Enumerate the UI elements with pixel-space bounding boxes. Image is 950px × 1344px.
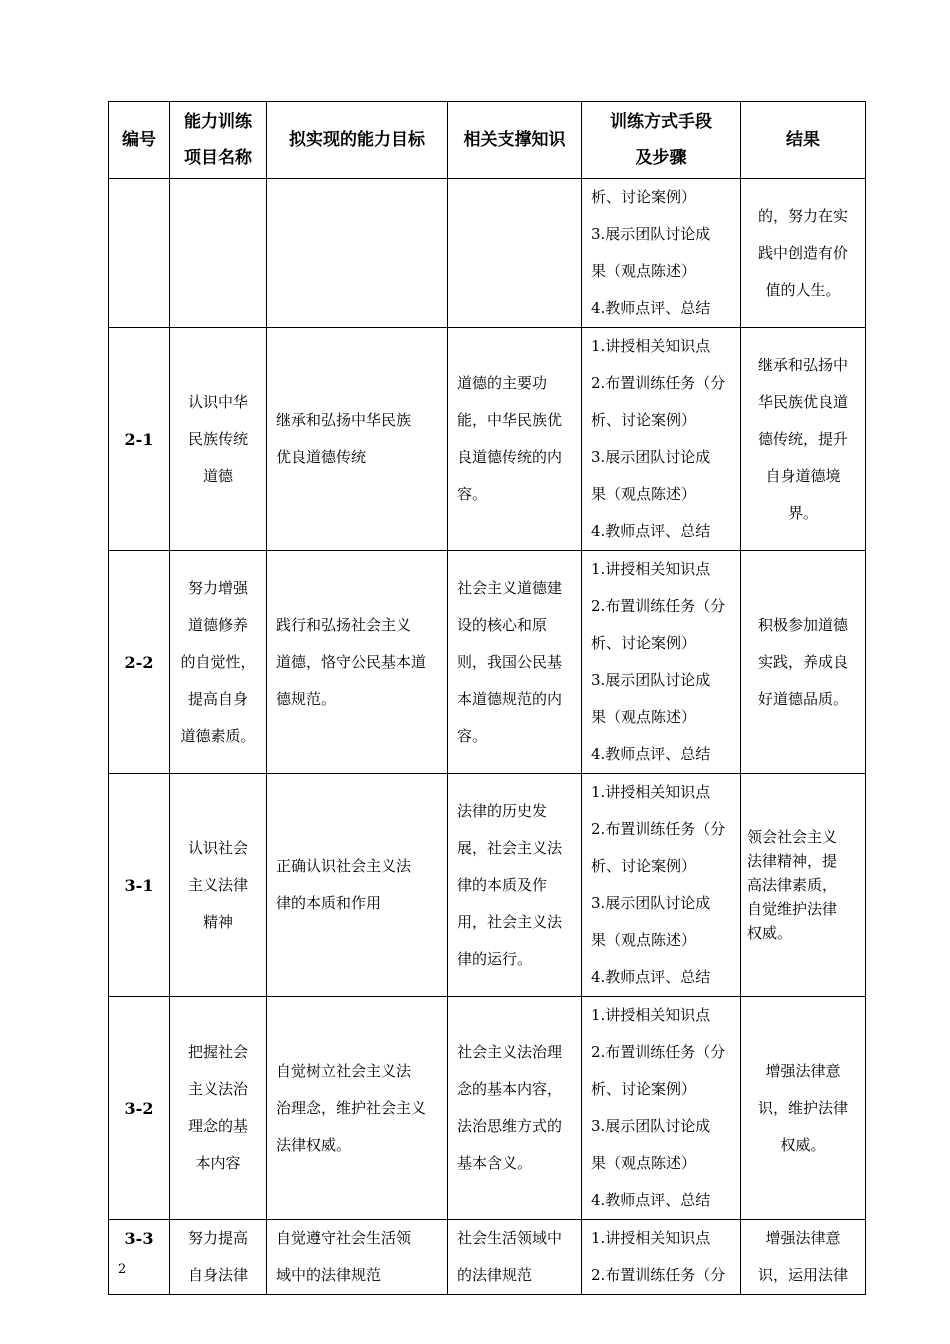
cell-knowledge-line: 的法律规范 <box>457 1266 533 1284</box>
cell-project-name-line: 主义法治 <box>187 1080 248 1098</box>
cell-training-steps-line: 2.布置训练任务（分 <box>591 374 726 392</box>
cell-project-name-line: 努力增强 <box>187 578 248 597</box>
cell-training-steps <box>582 774 741 997</box>
cell-training-steps-line: 2.布置训练任务（分 <box>591 597 726 615</box>
cell-number <box>109 179 170 328</box>
cell-ability-goal <box>267 1220 448 1295</box>
cell-result-line: 积极参加道德 <box>757 615 848 634</box>
cell-knowledge-line: 念的基本内容， <box>457 1080 563 1098</box>
cell-training-steps-line: 析、讨论案例） <box>591 634 697 652</box>
cell-result <box>741 774 866 997</box>
table-row <box>109 1220 866 1295</box>
cell-training-steps-line: 4.教师点评、总结 <box>591 522 711 540</box>
header-project-name <box>170 102 267 179</box>
cell-knowledge <box>448 997 582 1220</box>
cell-project-name <box>170 551 267 774</box>
cell-training-steps-line: 果（观点陈述） <box>591 931 697 949</box>
cell-ability-goal-line: 德规范。 <box>276 689 337 708</box>
cell-project-name-line: 道德修养 <box>187 615 248 634</box>
cell-project-name-line: 主义法律 <box>187 875 248 894</box>
cell-knowledge <box>448 1220 582 1295</box>
cell-knowledge-line: 律的本质及作 <box>457 875 548 894</box>
cell-ability-goal-line: 法律权威。 <box>276 1135 352 1154</box>
cell-knowledge-line: 基本含义。 <box>457 1154 533 1172</box>
cell-project-name <box>170 774 267 997</box>
cell-knowledge-line: 用，社会主义法 <box>457 912 563 931</box>
cell-training-steps-line: 1.讲授相关知识点 <box>591 783 711 801</box>
cell-result-line: 实践，养成良 <box>757 652 848 671</box>
cell-knowledge-line: 社会生活领域中 <box>457 1229 563 1247</box>
cell-project-name <box>170 328 267 551</box>
cell-knowledge <box>448 179 582 328</box>
cell-result-line: 自觉维护法律 <box>747 900 838 918</box>
cell-training-steps-line: 析、讨论案例） <box>591 411 697 429</box>
cell-project-name-line: 自身法律 <box>187 1266 248 1284</box>
header-number <box>109 102 170 179</box>
cell-knowledge-line: 社会主义法治理 <box>457 1043 563 1061</box>
cell-ability-goal-line: 自觉树立社会主义法 <box>276 1061 412 1080</box>
cell-training-steps-line: 3.展示团队讨论成 <box>591 1117 711 1135</box>
cell-result-line: 值的人生。 <box>765 280 841 299</box>
header-ability-goal <box>267 102 448 179</box>
table-row <box>109 328 866 551</box>
cell-training-steps-line: 3.展示团队讨论成 <box>591 671 711 689</box>
header-text: 拟实现的能力目标 <box>289 130 425 150</box>
cell-number: 2-2 <box>109 551 170 774</box>
cell-training-steps-line: 1.讲授相关知识点 <box>591 1229 711 1247</box>
cell-knowledge-line: 律的运行。 <box>457 949 533 968</box>
cell-knowledge-line: 能，中华民族优 <box>457 411 563 429</box>
cell-result <box>741 179 866 328</box>
cell-training-steps-line: 析、讨论案例） <box>591 1080 697 1098</box>
cell-training-steps-line: 3.展示团队讨论成 <box>591 448 711 466</box>
cell-project-name-line: 本内容 <box>195 1154 241 1172</box>
cell-training-steps-line: 4.教师点评、总结 <box>591 1191 711 1209</box>
cell-training-steps-line: 3.展示团队讨论成 <box>591 894 711 912</box>
cell-result-line: 增强法律意 <box>765 1229 841 1247</box>
cell-result-line: 权威。 <box>747 924 793 942</box>
cell-training-steps-line: 4.教师点评、总结 <box>591 968 711 986</box>
header-text: 训练方式手段 <box>610 112 712 132</box>
cell-ability-goal-line: 自觉遵守社会生活领 <box>276 1229 412 1247</box>
cell-knowledge <box>448 551 582 774</box>
cell-result-line: 践中创造有价 <box>757 243 848 262</box>
cell-training-steps-line: 果（观点陈述） <box>591 485 697 503</box>
cell-result <box>741 328 866 551</box>
cell-ability-goal-line: 道德，恪守公民基本道 <box>276 652 427 671</box>
cell-ability-goal-line: 践行和弘扬社会主义 <box>276 615 412 634</box>
cell-knowledge-line: 道德的主要功 <box>457 374 548 392</box>
table-row <box>109 179 866 328</box>
table-row <box>109 551 866 774</box>
cell-result-line: 好道德品质。 <box>757 689 848 708</box>
cell-project-name <box>170 1220 267 1295</box>
header-text: 及步骤 <box>635 148 687 168</box>
cell-ability-goal <box>267 328 448 551</box>
cell-training-steps-line: 果（观点陈述） <box>591 262 697 280</box>
cell-knowledge-line: 设的核心和原 <box>457 615 548 634</box>
cell-result-line: 自身道德境 <box>765 466 841 485</box>
cell-ability-goal-line: 域中的法律规范 <box>276 1266 382 1284</box>
table-row <box>109 997 866 1220</box>
cell-result-line: 识，运用法律 <box>757 1266 848 1284</box>
header-text: 项目名称 <box>184 148 252 168</box>
cell-knowledge-line: 法律的历史发 <box>457 801 548 820</box>
cell-training-steps-line: 果（观点陈述） <box>591 708 697 726</box>
cell-knowledge-line: 社会主义道德建 <box>457 578 563 597</box>
cell-result-line: 继承和弘扬中 <box>757 355 848 374</box>
cell-knowledge-line: 展，社会主义法 <box>457 838 563 857</box>
cell-ability-goal-line: 治理念，维护社会主义 <box>276 1098 427 1117</box>
cell-number: 3-1 <box>109 774 170 997</box>
cell-training-steps-line: 1.讲授相关知识点 <box>591 560 711 578</box>
cell-project-name-line: 道德 <box>202 466 233 485</box>
cell-result-line: 华民族优良道 <box>757 392 848 411</box>
cell-training-steps <box>582 551 741 774</box>
cell-ability-goal-line: 正确认识社会主义法 <box>276 857 412 875</box>
cell-project-name-line: 精神 <box>202 912 233 931</box>
cell-training-steps <box>582 1220 741 1295</box>
cell-project-name-line: 认识社会 <box>187 838 248 857</box>
cell-training-steps-line: 果（观点陈述） <box>591 1154 697 1172</box>
cell-ability-goal-line: 继承和弘扬中华民族 <box>276 411 412 429</box>
header-text: 相关支撑知识 <box>463 130 566 150</box>
cell-training-steps-line: 3.展示团队讨论成 <box>591 225 711 243</box>
cell-training-steps-line: 2.布置训练任务（分 <box>591 1043 726 1061</box>
cell-result-line: 领会社会主义 <box>747 828 838 846</box>
table-row <box>109 774 866 997</box>
cell-result-line: 权威。 <box>780 1135 826 1154</box>
cell-ability-goal-line: 律的本质和作用 <box>276 894 382 912</box>
cell-training-steps-line: 2.布置训练任务（分 <box>591 1266 726 1284</box>
header-result <box>741 102 866 179</box>
cell-result-line: 增强法律意 <box>765 1061 841 1080</box>
cell-knowledge-line: 容。 <box>457 726 488 745</box>
cell-project-name-line: 理念的基 <box>187 1117 248 1135</box>
cell-result-line: 的，努力在实 <box>757 206 848 225</box>
cell-ability-goal <box>267 997 448 1220</box>
cell-training-steps <box>582 997 741 1220</box>
cell-training-steps-line: 4.教师点评、总结 <box>591 299 711 317</box>
cell-knowledge <box>448 328 582 551</box>
cell-result-line: 德传统，提升 <box>757 429 848 448</box>
cell-project-name-line: 努力提高 <box>187 1229 248 1247</box>
page-number: 2 <box>118 1262 127 1277</box>
header-row <box>109 102 866 179</box>
cell-result-line: 界。 <box>787 503 818 522</box>
cell-project-name-line: 提高自身 <box>187 689 248 708</box>
cell-project-name-line: 民族传统 <box>187 429 248 448</box>
header-text: 结果 <box>786 130 820 150</box>
cell-number: 2-1 <box>109 328 170 551</box>
cell-training-steps <box>582 179 741 328</box>
cell-result-line: 法律精神，提 <box>747 852 838 870</box>
cell-ability-goal <box>267 774 448 997</box>
cell-knowledge-line: 良道德传统的内 <box>457 448 563 466</box>
header-knowledge <box>448 102 582 179</box>
cell-number: 3-3 <box>109 1220 170 1295</box>
cell-project-name <box>170 179 267 328</box>
cell-knowledge-line: 法治思维方式的 <box>457 1117 563 1135</box>
header-text: 编号 <box>122 130 156 150</box>
cell-training-steps-line: 2.布置训练任务（分 <box>591 820 726 838</box>
cell-training-steps-line: 析、讨论案例） <box>591 857 697 875</box>
cell-training-steps <box>582 328 741 551</box>
header-text: 能力训练 <box>184 112 252 132</box>
cell-ability-goal <box>267 179 448 328</box>
cell-number: 3-2 <box>109 997 170 1220</box>
cell-project-name-line: 把握社会 <box>187 1043 248 1061</box>
cell-ability-goal-line: 优良道德传统 <box>276 448 367 466</box>
cell-knowledge-line: 容。 <box>457 485 488 503</box>
course-table <box>108 101 866 1295</box>
cell-result <box>741 997 866 1220</box>
cell-result-line: 高法律素质， <box>747 876 838 894</box>
cell-project-name-line: 的自觉性， <box>180 652 256 671</box>
cell-knowledge <box>448 774 582 997</box>
cell-training-steps-line: 4.教师点评、总结 <box>591 745 711 763</box>
cell-training-steps-line: 1.讲授相关知识点 <box>591 337 711 355</box>
cell-result-line: 识，维护法律 <box>757 1098 848 1117</box>
cell-result <box>741 551 866 774</box>
cell-project-name-line: 认识中华 <box>187 392 248 411</box>
cell-training-steps-line: 析、讨论案例） <box>591 188 697 206</box>
cell-training-steps-line: 1.讲授相关知识点 <box>591 1006 711 1024</box>
header-training-method <box>582 102 741 179</box>
cell-project-name <box>170 997 267 1220</box>
cell-knowledge-line: 本道德规范的内 <box>457 689 563 708</box>
cell-project-name-line: 道德素质。 <box>180 726 256 745</box>
cell-result <box>741 1220 866 1295</box>
cell-knowledge-line: 则，我国公民基 <box>457 652 563 671</box>
cell-ability-goal <box>267 551 448 774</box>
